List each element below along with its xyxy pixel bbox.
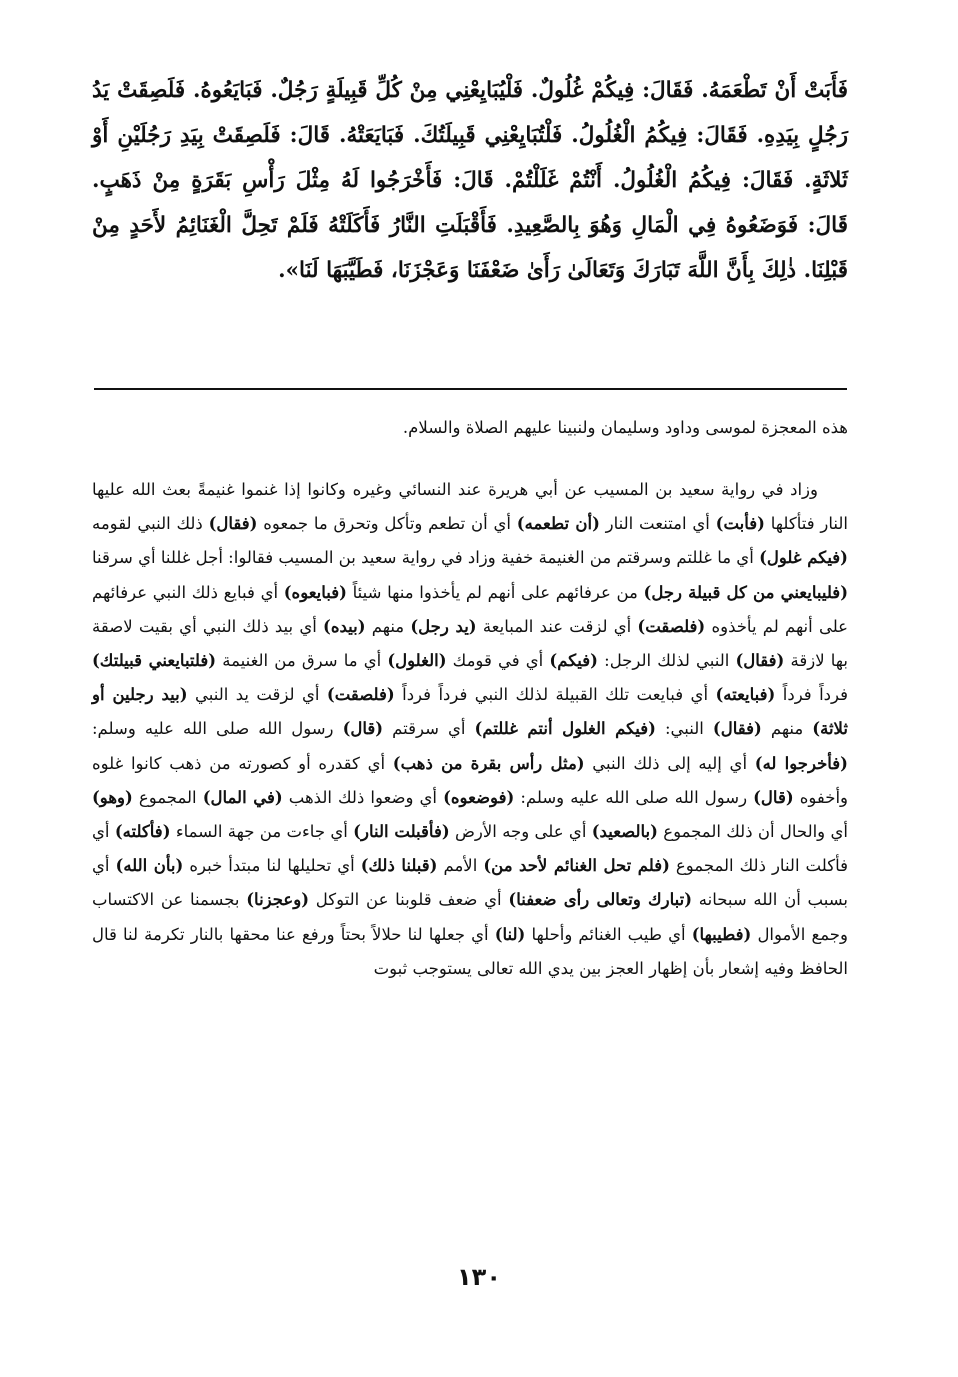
commentary-quote: (فبايعته)	[715, 685, 776, 705]
commentary-quote: (بالصعيد)	[591, 822, 658, 842]
footnote-separator	[94, 388, 847, 390]
commentary-quote: (يد رجل)	[410, 616, 477, 636]
commentary-text: أي فبايع ذلك النبي عرفائهم على أنهم لم يأخذوه	[92, 582, 849, 636]
commentary-quote: (فيكم غلول)	[759, 548, 848, 568]
commentary-text: أي جاءت من جهة السماء	[170, 822, 354, 842]
commentary-text: النبي:	[655, 719, 713, 739]
commentary-text: أي بسبب أن الله سبحانه	[92, 856, 849, 910]
commentary-quote: (وهو)	[92, 787, 133, 807]
commentary-text: أي كقدره أو كصورته من ذهب كانوا غلوه وأخفوه	[92, 753, 849, 807]
commentary-quote: (فطيبها)	[691, 924, 752, 944]
commentary-text: المجموع	[132, 787, 203, 807]
commentary-text: أي ما غللتم وسرقتم من الغنيمة خفية وزاد في رواية سعيد بن المسيب فقالوا: أجل غللنا أي سرقنا	[92, 548, 760, 568]
commentary-text: فرداً فرداً	[775, 685, 849, 705]
commentary-quote: (فأبت)	[715, 514, 765, 534]
commentary-text: أي ضعف قلوبنا عن التوكل	[309, 890, 509, 910]
commentary-quote: (فقال)	[735, 651, 785, 671]
commentary-text: أي لزقت يد النبي	[187, 685, 327, 705]
commentary-text: رسول الله صلى الله عليه وسلم:	[92, 719, 343, 739]
commentary-quote: (فلتبايعني قبيلتك)	[92, 651, 217, 671]
commentary-quote: (فأقبلت النار)	[353, 822, 450, 842]
commentary-quote: (فيكم الغلول أنتم غللتم)	[474, 719, 656, 739]
commentary-text: أي ما سرق من الغنيمة	[216, 651, 388, 671]
commentary-text: منهم	[761, 719, 813, 739]
commentary-text: أي والحال أن ذلك المجموع	[657, 822, 848, 842]
commentary-quote: (في المال)	[202, 787, 283, 807]
commentary-quote: (فقال)	[712, 719, 762, 739]
commentary-text: أي بيد ذلك النبي أي بقيت لاصقة بها لازقة	[92, 616, 848, 671]
commentary-quote: (تبارك وتعالى رأى ضعفنا)	[508, 890, 693, 910]
commentary-text: النبي لذلك الرجل:	[597, 651, 736, 671]
commentary-quote: (الغلول)	[387, 651, 447, 671]
commentary-quote: (وعجزنا)	[246, 890, 310, 910]
commentary-text: أي سرقتم	[383, 719, 475, 739]
commentary-paragraph	[92, 473, 848, 986]
commentary-quote: (فقال)	[208, 514, 258, 534]
commentary-text: ذلك النبي لقومه	[92, 514, 209, 534]
commentary-quote: (أن تطعمه)	[516, 514, 600, 534]
commentary-quote: (فوضعوه)	[443, 787, 515, 807]
commentary-quote: (لنا)	[494, 924, 526, 944]
commentary-quote: (فليبايعني من كل قبيلة رجل)	[643, 582, 849, 602]
footnote-text: هذه المعجزة لموسى وداود وسليمان ولنبينا عليهم الصلاة والسلام.	[402, 418, 848, 437]
commentary-quote: (قال)	[342, 719, 384, 739]
commentary-quote: (بيد رجلين أو ثلاثة)	[92, 685, 848, 739]
commentary-text: أي طيب الغنائم وأحلها	[525, 924, 692, 944]
commentary-quote: (قبلنا ذلك)	[360, 856, 438, 876]
commentary-quote: (فيكم)	[549, 651, 598, 671]
commentary-text: أي جعلها لنا حلالاً بحتاً ورفع عنا محقها بالنار تكرمة لنا قال الحافظ وفيه إشعار بأن إظهار العجز بين يدي الله تعالى يستوجب ثبوت	[92, 924, 848, 978]
commentary-text: وزاد في رواية سعيد بن المسيب عن أبي هريرة عند النسائي وغيره وكانوا إذا غنموا غنيمةً بعث الله عليها النار فتأكلها	[92, 480, 848, 534]
commentary-text: أي وضعوا ذلك الذهب	[282, 787, 444, 807]
commentary-text: أي امتنعت النار	[599, 514, 716, 534]
commentary-text: منهم	[365, 616, 411, 636]
commentary-text: أي إليه إلى ذلك النبي	[584, 753, 755, 773]
commentary-text: الأمم	[437, 856, 484, 876]
commentary-text: أي تحليلها لنا مبتدأ خبره	[183, 856, 361, 876]
commentary-text: أي في قومك	[446, 651, 550, 671]
commentary-text: أي فبايعت تلك القبيلة لذلك النبي فرداً فرداً	[394, 685, 716, 705]
commentary-text: أي على وجه الأرض	[449, 822, 592, 842]
commentary-quote: (بأن الله)	[115, 856, 184, 876]
commentary-text: رسول الله صلى الله عليه وسلم:	[514, 787, 754, 807]
commentary-quote: (فأخرجوا له)	[754, 753, 848, 773]
commentary-quote: (فلصقت)	[637, 616, 706, 636]
commentary-quote: (فأكلته)	[114, 822, 171, 842]
commentary-quote: (قال)	[753, 787, 794, 807]
commentary-text: أي لزقت عند المبايعة	[476, 616, 638, 636]
commentary-text: من عرفائهم على أنهم لم يأخذوا منها شيئاً	[346, 582, 644, 602]
commentary-text: أي أن تطعم وتأكل وتحرق ما جمعوه	[257, 514, 517, 534]
page-number: ١٣٠	[457, 1263, 501, 1291]
commentary-text: أي فأكلت النار ذلك المجموع	[92, 822, 848, 876]
commentary-quote: (مثل رأس بقرة من ذهب)	[392, 753, 585, 773]
commentary-text: بجسمنا عن الاكتساب وجمع الأموال	[92, 890, 848, 944]
commentary-quote: (بيده)	[323, 616, 366, 636]
commentary-quote: (فبايعوه)	[283, 582, 347, 602]
hadith-text: فَأَبَتْ أَنْ تَطْعَمَهُ. فَقَالَ: فِيكُمْ غُلُولٌ. فَلْيُبَايِعْنِي مِنْ كُلِّ قَبِيلَةٍ رَجُلٌ. فَبَايَعُوهُ. فَلَصِقَتْ يَدُ رَجُلٍ بِيَدِهِ. فَقَالَ: فِيكُمُ الْغُلُولُ. فَلْتُبَايِعْنِي قَبِيلَتُكَ. فَبَايَعَتْهُ. قَالَ: فَلَصِقَتْ بِيَدِ رَجُلَيْنِ أَوْ ثَلاثَةٍ. فَقَالَ: فِيكُمُ الْغُلُولُ. أَنْتُمْ غَلَلْتُمْ. قَالَ: فَأَخْرَجُوا لَهُ مِثْلَ رَأْسِ بَقَرَةٍ مِنْ ذَهَبٍ. قَالَ: فَوَضَعُوهُ فِي الْمَالِ وَهُوَ بِالصَّعِيدِ. فَأَقْبَلَتِ النَّارُ فَأَكَلَتْهُ فَلَمْ تَحِلَّ الْغَنَائِمُ لأَحَدٍ مِنْ قَبْلِنَا. ذٰلِكَ بِأَنَّ اللَّهَ تَبَارَكَ وَتَعَالَىٰ رَأَىٰ ضَعْفَنَا وَعَجْزَنَا، فَطَيَّبَهَا لَنَا».	[92, 78, 848, 283]
commentary-quote: (فلم تحل الغنائم لأحد من)	[483, 856, 670, 876]
commentary-quote: (فلصقت)	[326, 685, 395, 705]
